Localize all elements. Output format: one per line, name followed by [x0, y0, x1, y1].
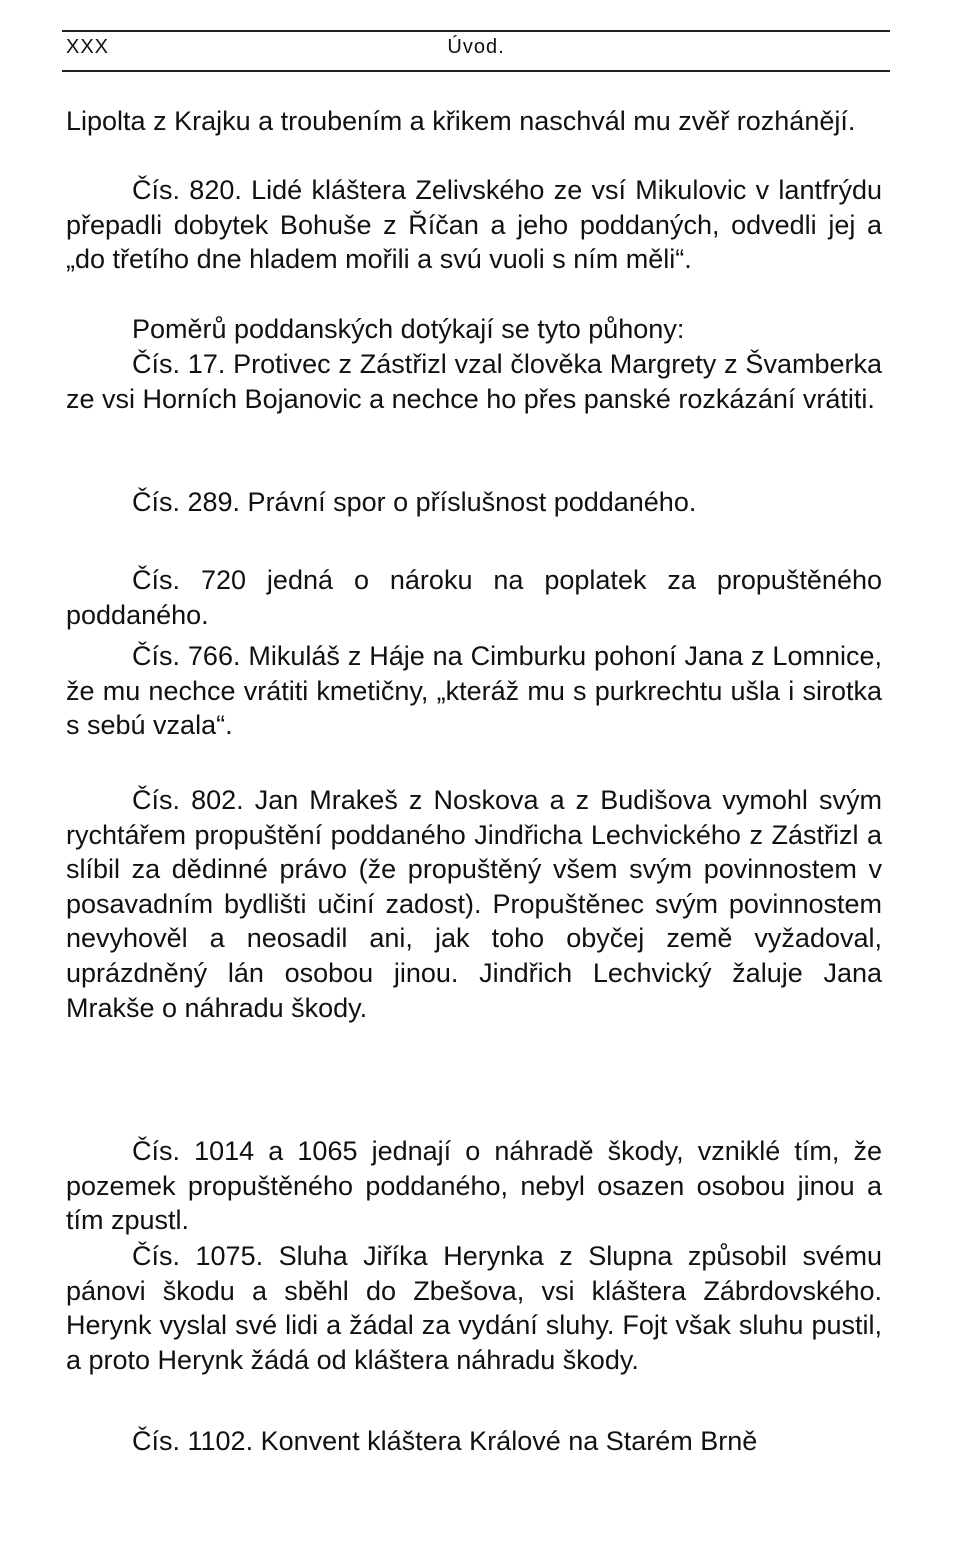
- header-top-rule: [62, 30, 890, 32]
- paragraph-2: Čís. 820. Lidé kláštera Zelivského ze vsí Mikulovic v lantfrýdu přepadli dobytek Bohuše z Říčan a jeho poddaných, odvedli jej a „do třetího dne hladem mořili a svú vuoli s ním měli“.: [66, 175, 882, 275]
- paragraph-3: Poměrů poddanských dotýkají se tyto půhony:: [132, 314, 685, 344]
- page-number: XXX: [66, 36, 110, 58]
- header-bottom-rule: [62, 70, 890, 72]
- paragraph-10: Čís. 1075. Sluha Jiříka Herynka z Slupna způsobil svému pánovi škodu a sběhl do Zbešova, vsi kláštera Zábrdovského. Herynk vyslal své lidi a žádal za vydání sluhy. Fojt však sluhu pustil, a proto Herynk žádá od kláštera náhradu škody.: [66, 1241, 882, 1375]
- paragraph-5: Čís. 289. Právní spor o příslušnost poddaného.: [132, 487, 697, 517]
- paragraph-9: Čís. 1014 a 1065 jednají o náhradě škody, vzniklé tím, že pozemek propuštěného poddaného, nebyl osazen osobou jinou a tím zpustl.: [66, 1136, 882, 1236]
- header-title: Úvod.: [447, 36, 505, 58]
- paragraph-6: Čís. 720 jedná o nároku na poplatek za propuštěného poddaného.: [66, 565, 882, 630]
- paragraph-4: Čís. 17. Protivec z Zástřizl vzal člověka Margrety z Švamberka ze vsi Horních Bojanovic a nechce ho přes panské rozkázání vrátiti.: [66, 349, 882, 414]
- running-header: [62, 36, 890, 66]
- paragraph-8: Čís. 802. Jan Mrakeš z Noskova a z Budišova vymohl svým rychtářem propuštění poddaného Jindřicha Lechvického z Zástřizl a slíbil za dědinné právo (že propuštěný všem svým povinnostem v posavadním bydlišti učiní zadost). Propuštěnec svým povinnostem nevyhověl a neosadil ani, jak toho obyčej země vyžadoval, uprázdněný lán osobou jinou. Jindřich Lechvický žaluje Jana Mrakše o náhradu škody.: [66, 785, 882, 1023]
- paragraph-11: Čís. 1102. Konvent kláštera Králové na Starém Brně: [132, 1426, 758, 1456]
- paragraph-7: Čís. 766. Mikuláš z Háje na Cimburku pohoní Jana z Lomnice, že mu nechce vrátiti kmetičny, „kteráž mu s purkrechtu ušla i sirotka s sebú vzala“.: [66, 641, 882, 741]
- paragraph-1: Lipolta z Krajku a troubením a křikem naschvál mu zvěř rozhánějí.: [66, 106, 856, 136]
